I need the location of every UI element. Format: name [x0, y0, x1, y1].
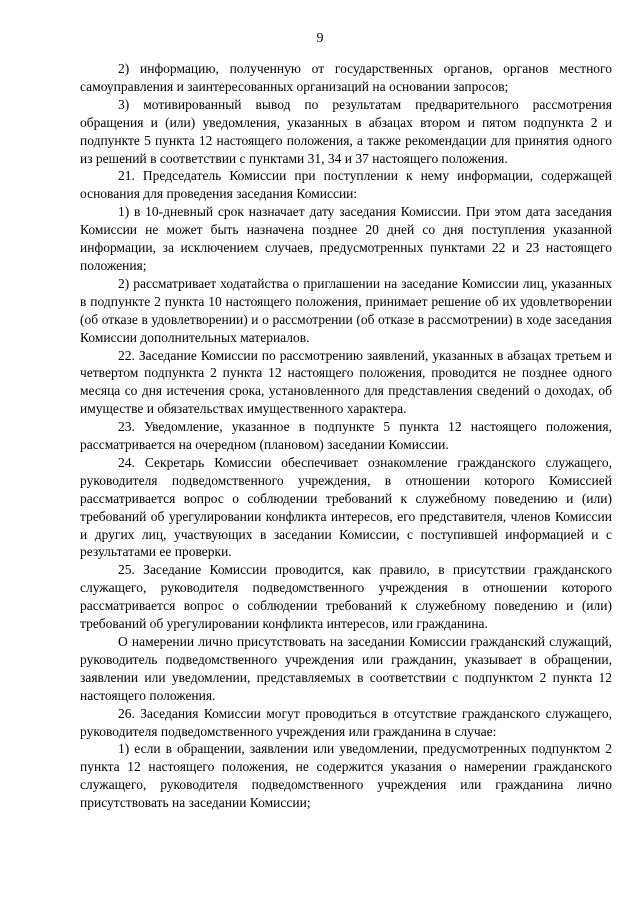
paragraph: 2) рассматривает ходатайства о приглашении на заседание Комиссии лиц, указанных в подпункте 2 пункта 10 настоящего положения, принимает решение об их удовлетворении (об отказе в удовлетворении) и о рассмотрении (об отказе в рассмотрении) в ходе заседания Комиссии дополнительных материалов. [80, 275, 612, 345]
paragraph: 2) информацию, полученную от государственных органов, органов местного самоуправления и заинтересованных организаций на основании запросов; [80, 61, 612, 94]
document-body [80, 60, 612, 812]
paragraph: 1) если в обращении, заявлении или уведомлении, предусмотренных подпунктом 2 пункта 12 настоящего положения, не содержится указания о намерении гражданского служащего, руководителя подведомственного учреждения или гражданина лично присутствовать на заседании Комиссии; [80, 741, 612, 811]
page-number: 9 [316, 31, 324, 46]
paragraph: 25. Заседание Комиссии проводится, как правило, в присутствии гражданского служащего, руководителя подведомственного учреждения в отношении которого рассматривается вопрос о соблюдении требований к служебному поведению и (или) требований об урегулировании конфликта интересов, или гражданина. [80, 562, 612, 632]
paragraph: О намерении лично присутствовать на заседании Комиссии гражданский служащий, руководитель подведомственного учреждения или гражданин, указывает в обращении, заявлении или уведомлении, представляемых в соответствии с подпунктом 2 пункта 12 настоящего положения. [80, 634, 612, 703]
paragraph: 23. Уведомление, указанное в подпункте 5 пункта 12 настоящего положения, рассматривается на очередном (плановом) заседании Комиссии. [80, 419, 612, 453]
paragraph: 24. Секретарь Комиссии обеспечивает ознакомление гражданского служащего, руководителя подведомственного учреждения, в отношении которого Комиссией рассматривается вопрос о соблюдении требований к служебному поведению и (или) требований об урегулировании конфликта интересов, его представителя, членов Комиссии и других лиц, участвующих в заседании Комиссии, с поступившей информацией и с результатами ее проверки. [80, 454, 612, 560]
paragraph: 3) мотивированный вывод по результатам предварительного рассмотрения обращения и (или) уведомления, указанных в абзацах втором и пятом подпункта 2 и подпункте 5 пункта 12 настоящего положения, а также рекомендации для принятия одного из решений в соответствии с пунктами 31, 34 и 37 настоящего положения. [80, 96, 612, 166]
paragraph: 21. Председатель Комиссии при поступлении к нему информации, содержащей основания для проведения заседания Комиссии: [80, 168, 612, 202]
paragraph: 26. Заседания Комиссии могут проводиться в отсутствие гражданского служащего, руководителя подведомственного учреждения или гражданина в случае: [80, 705, 612, 739]
paragraph: 22. Заседание Комиссии по рассмотрению заявлений, указанных в абзацах третьем и четвертом подпункта 2 пункта 12 настоящего положения, проводится не позднее одного месяца со дня истечения срока, установленного для представления сведений о доходах, об имуществе и обязательствах имущественного характера. [80, 347, 612, 417]
paragraph: 1) в 10-дневный срок назначает дату заседания Комиссии. При этом дата заседания Комиссии не может быть назначена позднее 20 дней со дня поступления указанной информации, за исключением случаев, предусмотренных пунктами 22 и 23 настоящего положения; [80, 204, 612, 273]
